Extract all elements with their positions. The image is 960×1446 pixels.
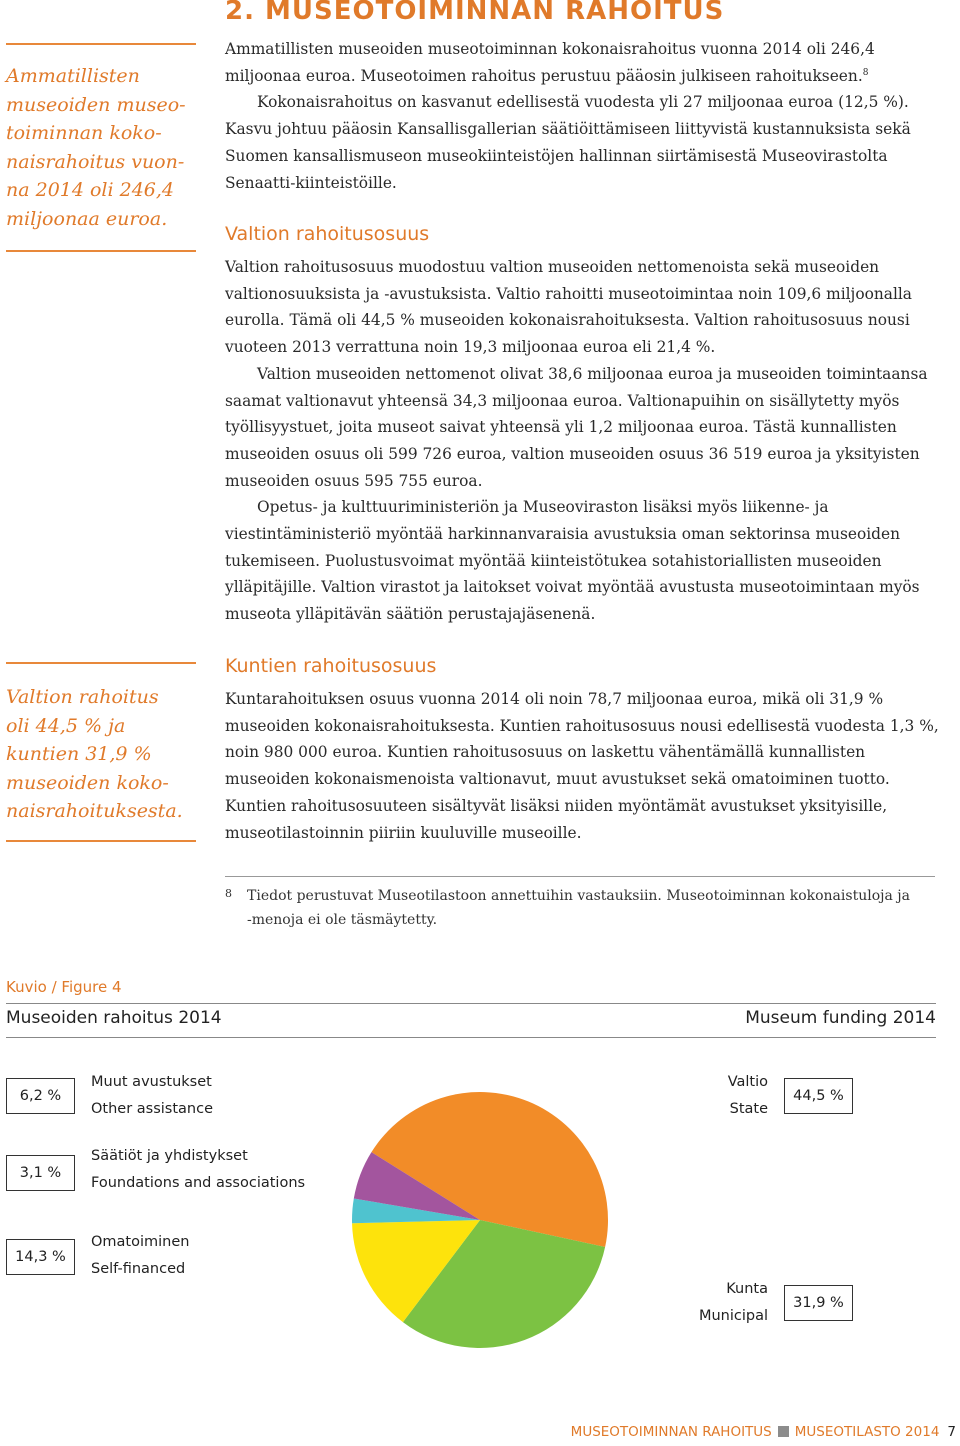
legend-label-other [91,1069,213,1123]
intro-text [225,36,945,196]
kunta-paragraph-1: Kuntarahoituksen osuus vuonna 2014 oli noin 78,7 miljoonaa euroa, mikä oli 31,9 % museoiden kokonaisrahoituksesta. Kuntien rahoitusosuus nousi edellisestä vuodesta 1,3 %, noin 980 000 euroa. Kuntien rahoitusosuus on laskettu vähentämällä kunnallisten museoiden kokonaismenoista valtionavut, muut avustukset sekä omatoiminen tuotto. Kuntien rahoitusosuuteen sisältyvät lisäksi niiden myöntämät avustukset yksityisille, museotilastoinnin piiriin kuuluville museoille. [225,690,939,842]
sidebar-rule-mid [6,250,196,252]
page-number: 7 [947,1424,956,1440]
legend-label-en: Foundations and associations [91,1175,306,1191]
legend-label-self-financed [91,1229,189,1283]
sidebar-note-line: oli 44,5 % ja [6,714,126,737]
intro-paragraph-1 [225,36,945,89]
sidebar-note-total [6,62,198,233]
value-box-foundations: 3,1 % [6,1155,75,1191]
figure-title-en: Museum funding 2014 [745,1008,936,1028]
value-box-municipal: 31,9 % [784,1285,853,1321]
legend-label-en: Other assistance [91,1101,214,1117]
sidebar-note-line: Valtion rahoitus [6,686,159,708]
valtio-heading: Valtion rahoitusosuus [225,223,430,245]
sidebar-rule-top [6,43,196,45]
sidebar-rule-lower-bottom [6,840,196,842]
legend-label-en: Municipal [698,1308,768,1324]
valtio-paragraph-3: Opetus- ja kulttuuriministeriön ja Museoviraston lisäksi myös liikenne- ja viestintäministeriö myöntää harkinnanvaraisia avustuksia oman sektorinsa museoiden tukemiseen. Puolustusvoimat myöntää kiinteistötukea sotahistoriallisten museoiden ylläpitäjille. Valtion virastot ja laitokset voivat myöntää avustusta museotoimintaan myös museota ylläpitävän säätiön perustajajäsenenä. [225,498,920,624]
figure-rule-bottom [6,1037,936,1038]
footnote-number: 8 [225,887,232,900]
sidebar-note-line: naisrahoituksesta. [6,800,183,822]
legend-label-fi: Muut avustukset [91,1074,212,1090]
valtio-text [225,254,945,628]
footnote-line: Tiedot perustuvat Museotilastoon annettuihin vastauksiin. Museotoiminnan kokonaistuloja ja [247,888,910,904]
legend-label-fi: Kunta [726,1281,768,1297]
footer-publication: MUSEOTILASTO 2014 [794,1424,940,1440]
pie-chart [320,1060,640,1380]
sidebar-rule-lower-top [6,662,196,664]
value-box-self-financed: 14,3 % [6,1239,75,1275]
kunta-heading: Kuntien rahoitusosuus [225,655,437,677]
footer-section: MUSEOTOIMINNAN RAHOITUS [570,1424,772,1440]
figure-label: Kuvio / Figure 4 [6,978,122,996]
footnote-rule [225,876,935,877]
sidebar-note-line: naisrahoitus vuon- [6,150,185,173]
footer-square-icon [778,1426,789,1437]
intro-paragraph-2: Kokonaisrahoitus on kasvanut edellisestä vuodesta yli 27 miljoonaa euroa (12,5 %). Kasvu johtuu pääosin Kansallisgallerian säätiöittämiseen liittyvistä kustannuksista sekä Suomen kansallismuseon museokiinteistöjen hallinnan siirtämisestä Museovirastolta Senaatti-kiinteistöille. [225,93,911,192]
legend-label-fi: Valtio [727,1074,768,1090]
intro-paragraph-1-text: Ammatillisten museoiden museotoiminnan kokonaisrahoitus vuonna 2014 oli 246,4 miljoonaa euroa. Museotoimen rahoitus perustuu pääosin julkiseen rahoitukseen. [225,40,875,85]
legend-label-foundations [91,1143,305,1197]
value-box-other: 6,2 % [6,1078,75,1114]
footnote-ref[interactable]: 8 [862,67,869,78]
value-box-state: 44,5 % [784,1078,853,1114]
footnote-line: -menoja ei ole täsmäytetty. [247,912,438,928]
legend-label-fi: Omatoiminen [91,1234,190,1250]
sidebar-note-line: Ammatillisten [6,65,140,87]
sidebar-note-line: museoiden koko- [6,771,169,794]
sidebar-note-shares [6,683,198,826]
section-title: 2. MUSEOTOIMINNAN RAHOITUS [225,0,725,26]
legend-label-en: Self-financed [91,1261,186,1277]
sidebar-note-line: na 2014 oli 246,4 [6,179,175,201]
sidebar-note-line: miljoonaa euroa. [6,207,168,230]
valtio-paragraph-2: Valtion museoiden nettomenot olivat 38,6 miljoonaa euroa ja museoiden toimintaansa saamat valtionavut yhteensä 34,3 miljoonaa euroa. Valtionapuihin on sisällytetty myös työllisyystuet, joita museot saivat yhteensä yli 1,2 miljoonaa euroa. Tästä kunnallisten museoiden osuus oli 599 726 euroa, valtion museoiden osuus 36 519 euroa ja yksityisten museoiden osuus 595 755 euroa. [225,364,928,490]
page-footer [571,1424,956,1440]
valtio-paragraph-1: Valtion rahoitusosuus muodostuu valtion museoiden nettomenoista sekä museoiden valtionosuuksista ja -avustuksista. Valtio rahoitti museotoimintaa noin 109,6 miljoonalla eurolla. Tämä oli 44,5 % museoiden kokonaisrahoituksesta. Valtion rahoitusosuus nousi vuoteen 2013 verrattuna noin 19,3 miljoonaa euroa eli 21,4 %. [225,258,912,357]
legend-label-municipal [699,1276,768,1330]
kunta-text [225,686,945,846]
sidebar-note-line: kuntien 31,9 % [6,743,152,765]
figure-title-fi: Museoiden rahoitus 2014 [6,1008,222,1028]
legend-label-en: State [729,1101,768,1117]
legend-label-fi: Säätiöt ja yhdistykset [91,1148,248,1164]
sidebar-note-line: museoiden museo- [6,93,186,116]
legend-label-state [728,1069,768,1123]
footnote-text [247,884,910,932]
sidebar-note-line: toiminnan koko- [6,122,162,144]
figure-rule-top [6,1003,936,1004]
